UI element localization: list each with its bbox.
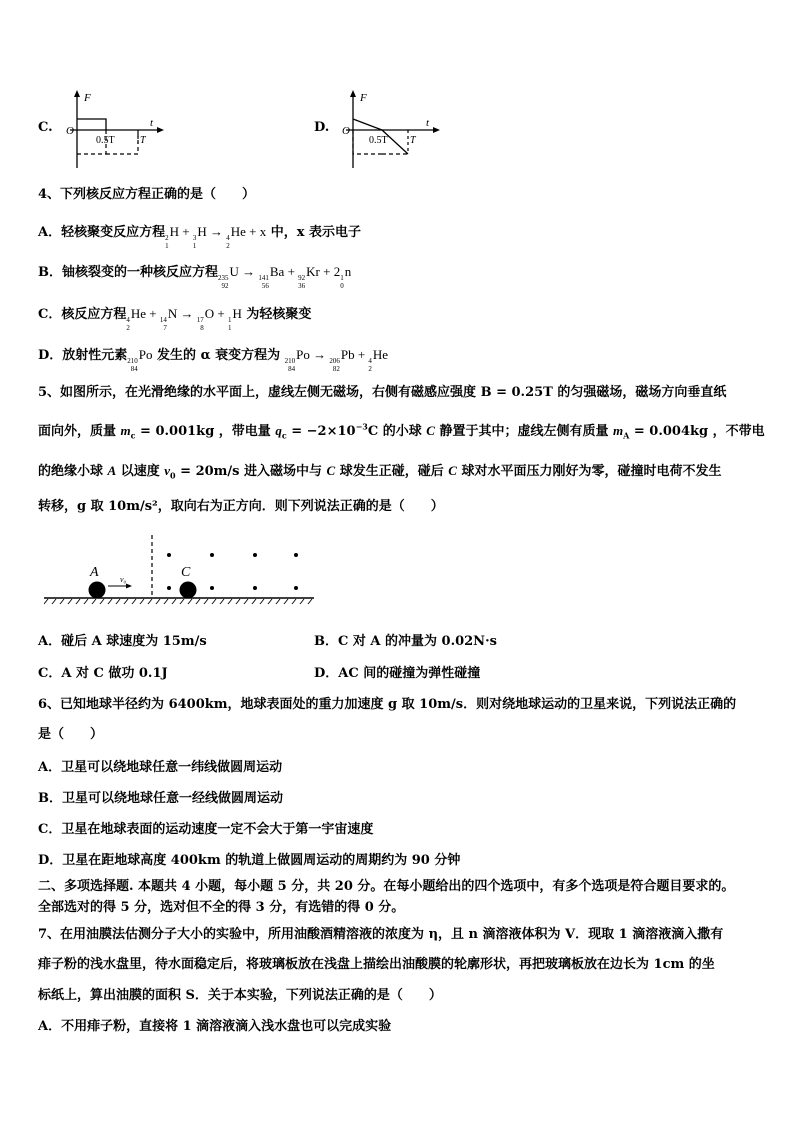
q6-stem-line1: 6、已知地球半径约为 6400km，地球表面处的重力加速度 g 取 10m/s．则对绕地球运动的卫星来说，下列说法正确的: [38, 697, 737, 712]
q5-option-c: C．A 对 C 做功 0.1J: [38, 666, 168, 681]
graph-c-label: C.: [38, 120, 53, 135]
graph-c-half-period: 0.5T: [96, 135, 115, 146]
graph-c-period: T: [140, 135, 146, 146]
graph-d-label: D.: [314, 120, 330, 135]
graph-d-t-label: t: [426, 117, 430, 129]
q5-stem-line4: 转移，g 取 10m/s²，取向右为正方向．则下列说法正确的是（ ）: [38, 499, 444, 514]
q5-stem-line2: 面向外，质量 $m_c = 0.001kg$ ，带电量 $q_c = -2\times 10^{-3}C$ 的小球 C 静置于其中；虚线左侧有质量 $m_A = 0.004kg$ ，不带电: [38, 421, 765, 441]
graph-d-f-label: F: [360, 92, 367, 104]
q6-stem-line2: 是（ ）: [38, 727, 104, 742]
velocity-label: v₀: [120, 575, 127, 584]
q6-option-c: C．卫星在地球表面的运动速度一定不会大于第一宇宙速度: [38, 822, 374, 837]
q5-stem-line1: 5、如图所示，在光滑绝缘的水平面上，虚线左侧无磁场，右侧有磁感应强度 B = 0.25T 的匀强磁场，磁场方向垂直纸: [38, 385, 727, 400]
q5-option-b: B．C 对 A 的冲量为 0.02N·s: [314, 634, 497, 649]
ball-a-label: A: [90, 565, 99, 580]
q7-option-a: A．不用痱子粉，直接将 1 滴溶液滴入浅水盘也可以完成实验: [38, 1019, 392, 1034]
graph-d-origin: O: [342, 125, 350, 137]
section2-line2: 全部选对的得 5 分，选对但不全的得 3 分，有选错的得 0 分。: [38, 900, 405, 915]
q7-stem-line1: 7、在用油膜法估测分子大小的实验中，所用油酸酒精溶液的浓度为 η，且 n 滴溶液体积为 V．现取 1 滴溶液滴入撒有: [38, 927, 724, 942]
q5-figure: [44, 533, 316, 611]
ball-c-label: C: [181, 565, 191, 580]
q5-stem-line3: 的绝缘小球 A 以速度 $v_0 = 20m/s$ 进入磁场中与 C 球发生正碰，碰后 C 球对水平面压力刚好为零，碰撞时电荷不发生: [38, 463, 722, 481]
q7-stem-line2: 痱子粉的浅水盘里，待水面稳定后，将玻璃板放在浅盘上描绘出油酸膜的轮廓形状，再把玻璃板放在边长为 1cm 的坐: [38, 957, 715, 972]
section2-line1: 二、多项选择题. 本题共 4 小题，每小题 5 分，共 20 分。在每小题给出的四个选项中，有多个选项是符合题目要求的。: [38, 879, 735, 894]
q6-option-b: B．卫星可以绕地球任意一经线做圆周运动: [38, 791, 283, 806]
q4-stem: 4、下列核反应方程正确的是（ ）: [38, 187, 256, 202]
graph-c-t-label: t: [150, 117, 154, 129]
graph-d-half-period: 0.5T: [369, 135, 388, 146]
q4-option-c: C．核反应方程 4 2 He + 14 7 N → 17 8 O + 1 1 H 为轻核聚变: [38, 306, 312, 332]
q6-option-a: A．卫星可以绕地球任意一纬线做圆周运动: [38, 760, 283, 775]
q4-option-b: B．铀核裂变的一种核反应方程 235 92 U → 141 56 Ba + 92 36 Kr + 2 1 0 n: [38, 264, 352, 290]
graph-c-f-label: F: [84, 92, 91, 104]
q5-option-a: A．碰后 A 球速度为 15m/s: [38, 634, 207, 649]
graph-c-origin: O: [66, 125, 74, 137]
q4-option-a: A．轻核聚变反应方程 2 1 H + 3 1 H → 4 2 He + x 中，x 表示电子: [38, 224, 362, 250]
graph-d: [336, 88, 446, 172]
graph-c: [60, 88, 170, 172]
q5-option-d: D．AC 间的碰撞为弹性碰撞: [314, 666, 481, 681]
q4-option-d: D．放射性元素 210 84 Po 发生的 α 衰变方程为 210 84 Po → 206 82 Pb + 4 2 He: [38, 347, 389, 373]
q7-stem-line3: 标纸上，算出油膜的面积 S．关于本实验，下列说法正确的是（ ）: [38, 988, 442, 1003]
q6-option-d: D．卫星在距地球高度 400km 的轨道上做圆周运动的周期约为 90 分钟: [38, 853, 461, 868]
graph-d-period: T: [410, 135, 416, 146]
